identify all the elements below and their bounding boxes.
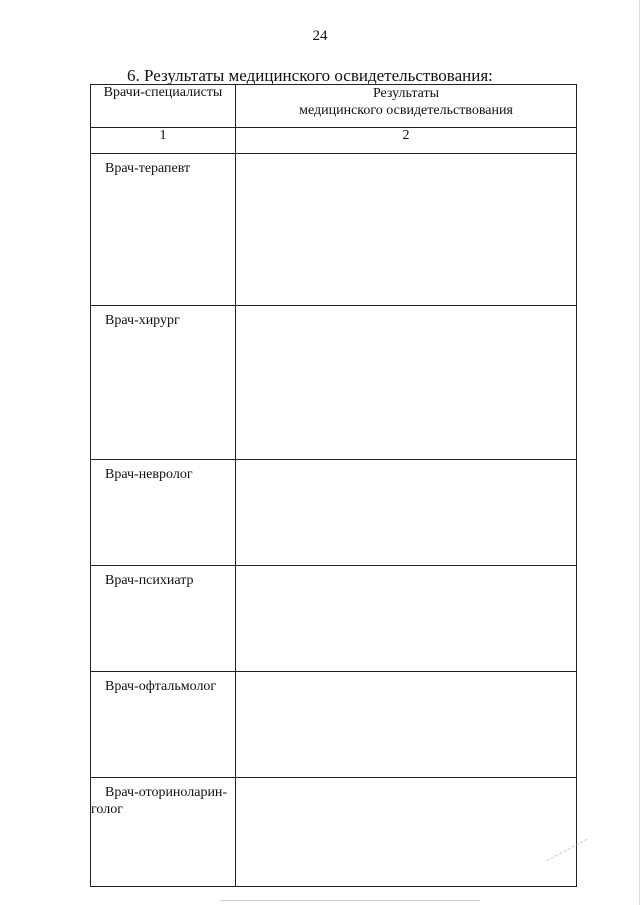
- table-row: [91, 460, 577, 566]
- column-number-1: 1: [91, 128, 236, 154]
- result-therapist[interactable]: [236, 154, 577, 306]
- column-number-row: [91, 128, 577, 154]
- specialist-otorhinolaryngologist-line1: Врач-оториноларин-: [105, 785, 228, 800]
- table-row: [91, 306, 577, 460]
- result-neurologist[interactable]: [236, 460, 577, 566]
- specialist-ophthalmologist: Врач-офтальмолог: [91, 672, 236, 778]
- table-row: [91, 154, 577, 306]
- specialist-psychiatrist: Врач-психиатр: [91, 566, 236, 672]
- table-row: [91, 778, 577, 887]
- table-row: [91, 566, 577, 672]
- specialist-therapist: Врач-терапевт: [91, 154, 236, 306]
- result-ophthalmologist[interactable]: [236, 672, 577, 778]
- specialist-otorhinolaryngologist-line2: голог: [91, 802, 123, 817]
- specialist-neurologist: Врач-невролог: [91, 460, 236, 566]
- page-number: 24: [312, 28, 328, 44]
- result-otorhinolaryngologist[interactable]: [236, 778, 577, 887]
- result-psychiatrist[interactable]: [236, 566, 577, 672]
- header-specialists: Врачи-специалисты: [91, 85, 236, 128]
- table-header-row: [91, 85, 577, 128]
- column-number-2: 2: [236, 128, 577, 154]
- section-title: 6. Результаты медицинского освидетельствования:: [127, 66, 493, 85]
- scan-bottom-edge: [220, 900, 480, 901]
- table-row: [91, 672, 577, 778]
- header-results-line2: медицинского освидетельствования: [299, 103, 513, 118]
- specialist-surgeon: Врач-хирург: [91, 306, 236, 460]
- results-table: [90, 84, 577, 887]
- header-results-line1: Результаты: [372, 86, 440, 101]
- result-surgeon[interactable]: [236, 306, 577, 460]
- specialist-otorhinolaryngologist: [91, 778, 236, 887]
- header-results: [236, 85, 577, 128]
